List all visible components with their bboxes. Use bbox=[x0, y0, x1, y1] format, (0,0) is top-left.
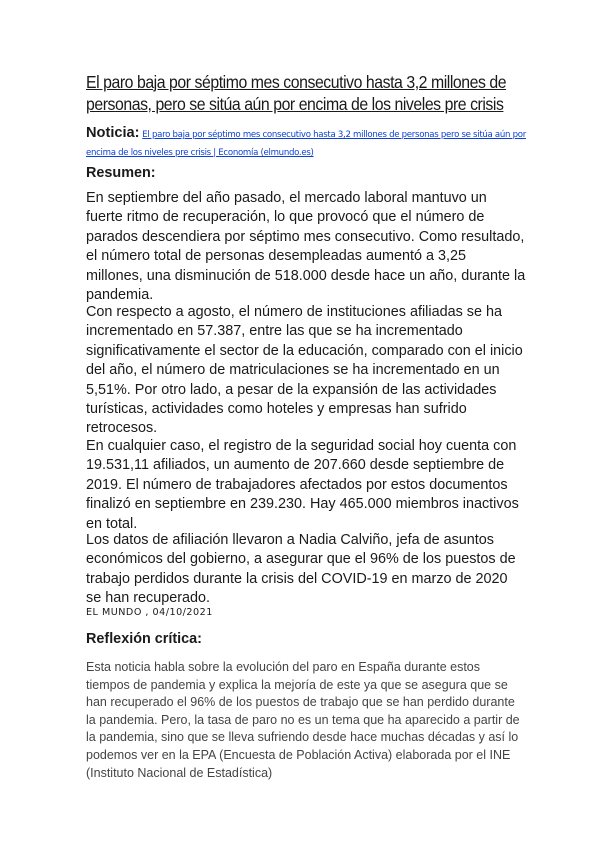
resumen-heading: Resumen: bbox=[86, 165, 156, 181]
noticia-label: Noticia: bbox=[86, 125, 140, 141]
noticia-link[interactable]: El paro baja por séptimo mes consecutivo hasta 3,2 millones de personas pero se sitúa aún por encima de los niveles pre crisis | Economía (elmundo.es) bbox=[86, 130, 526, 158]
resumen-paragraph-2 bbox=[86, 303, 526, 439]
paragraph-text: En cualquier caso, el registro de la seguridad social hoy cuenta con 19.531,11 afiliados, un aumento de 207.660 desde septiembre de 2019. El número de trabajadores afectados por estos documentos finalizó en septiembre en 239.230. Hay 465.000 miembros inactivos en total. bbox=[86, 438, 519, 532]
resumen-paragraph-4 bbox=[86, 531, 526, 609]
paragraph-text: Con respecto a agosto, el número de instituciones afiliadas se ha incrementado en 57.387, entre las que se ha incrementado significativamente el sector de la educación, comparado con el inicio del año, el número de matriculaciones se ha incrementado en un 5,51%. Por otro lado, a pesar de la expansión de las actividades turísticas, actividades como hoteles y empresas han sufrido retrocesos. bbox=[86, 304, 523, 437]
source-line: EL MUNDO , 04/10/2021 bbox=[86, 607, 213, 618]
reflexion-heading: Reflexión crítica: bbox=[86, 631, 202, 647]
reflexion-paragraph: Esta noticia habla sobre la evolución del paro en España durante estos tiempos de pandemia y explica la mejoría de este ya que se asegura que se han recuperado el 96% de los puestos de trabajo que se han perdido durante la pandemia. Pero, la tasa de paro no es un tema que ha aparecido a partir de la pandemia, sino que se lleva sufriendo desde hace muchas décadas y así lo podemos ver en la EPA (Encuesta de Población Activa) elaborada por el INE (Instituto Nacional de Estadística) bbox=[86, 660, 520, 780]
article-title: El paro baja por séptimo mes consecutivo hasta 3,2 millones de personas, pero se sitúa aún por encima de los niveles pre crisis bbox=[86, 72, 507, 114]
noticia-line bbox=[86, 125, 526, 162]
resumen-paragraph-1 bbox=[86, 189, 526, 305]
paragraph-text: Los datos de afiliación llevaron a Nadia Calviño, jefa de asuntos económicos del gobierno, a asegurar que el 96% de los puestos de trabajo perdidos durante la crisis del COVID-19 en marzo de 2020 se han recuperado. bbox=[86, 532, 516, 607]
paragraph-text: En septiembre del año pasado, el mercado laboral mantuvo un fuerte ritmo de recuperación, lo que provocó que el número de parados descendiera por séptimo mes consecutivo. Como resultado, el número total de personas desempleadas aumentó a 3,25 millones, una disminución de 518.000 desde hace un año, durante la pandemia. bbox=[86, 190, 526, 304]
resumen-paragraph-3 bbox=[86, 437, 526, 534]
